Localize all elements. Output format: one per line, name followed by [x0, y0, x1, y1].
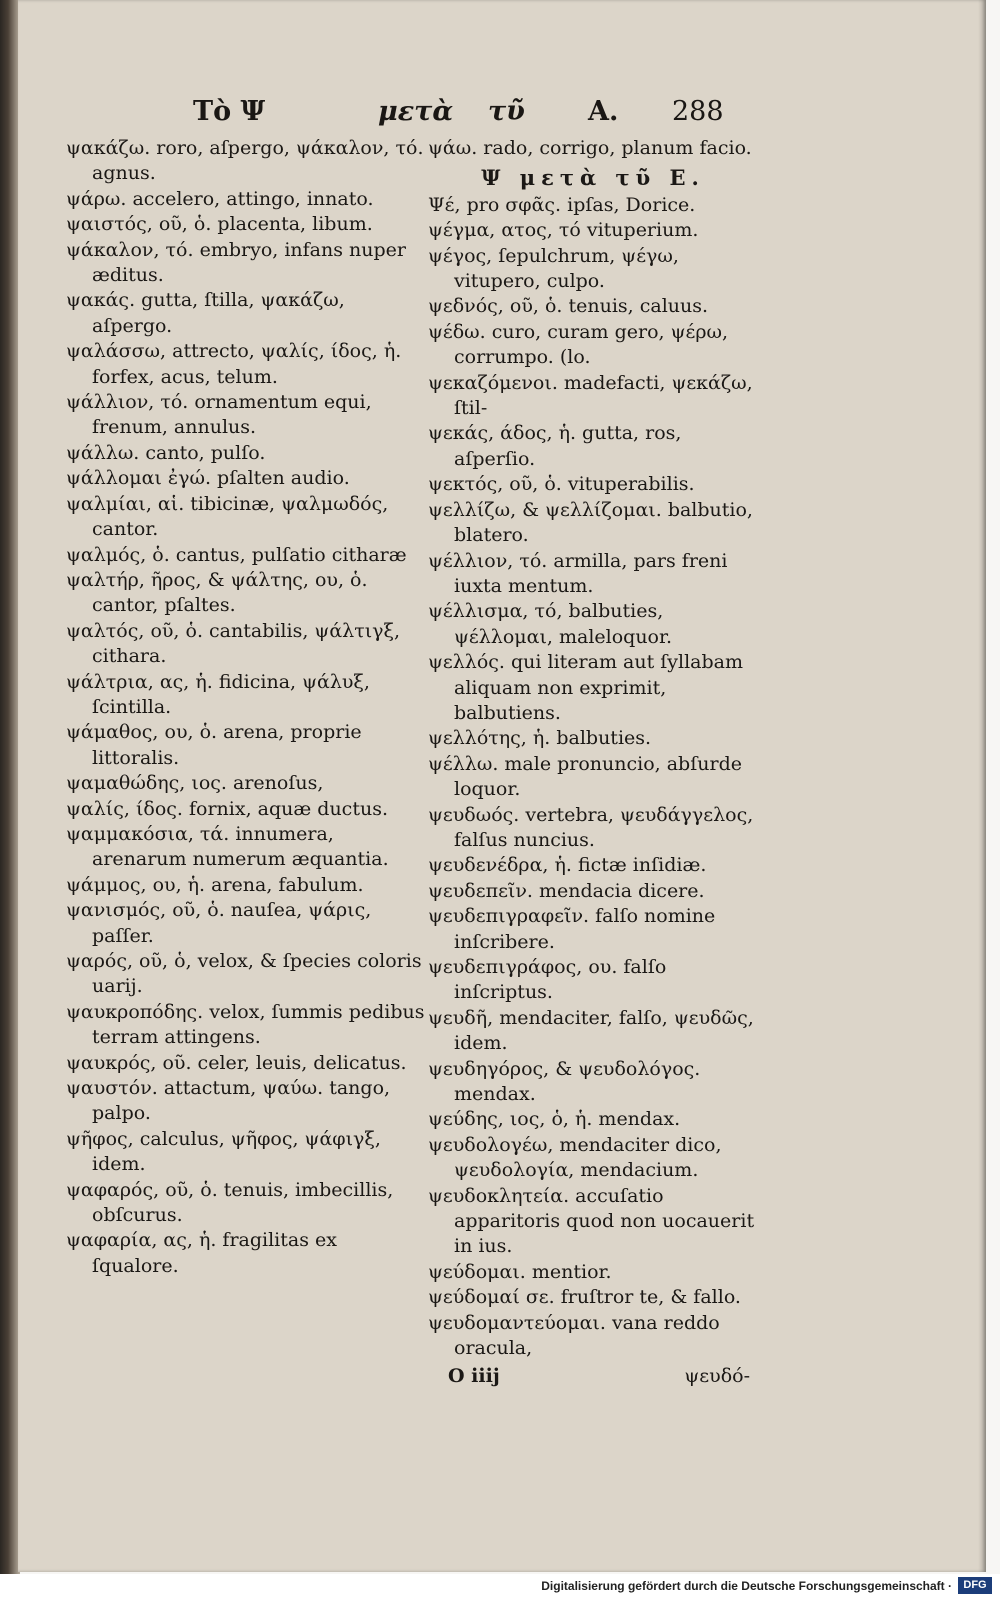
dictionary-entry: ψαμαθώδης, ιος. arenoſus,	[66, 772, 324, 795]
dictionary-entry: ψαιστός, οῦ, ὁ. placenta, libum.	[66, 213, 373, 236]
dictionary-entry: ψαυστόν. attactum, ψαύω. tango, palpo.	[66, 1077, 391, 1125]
dictionary-entry: ψακάς. gutta, ſtilla, ψακάζω, aſpergo.	[66, 289, 345, 337]
dictionary-entry: ψάρω. accelero, attingo, innato.	[66, 187, 374, 210]
dictionary-entry: ψακάζω. roro, aſpergo, ψάκαλον, τό. agnus.	[66, 137, 424, 185]
dictionary-entry: ψάω. rado, corrigo, planum facio.	[428, 137, 752, 159]
dictionary-entry: ψαλίς, ίδος. fornix, aquæ ductus.	[66, 797, 388, 820]
dictionary-entry: ψαμμακόσια, τά. innumera, arenarum numerum æquantia.	[66, 822, 389, 871]
dictionary-entry: ψαφαρός, οῦ, ὁ. tenuis, imbecillis, obſcurus.	[66, 1178, 394, 1227]
dictionary-entry: ψαφαρία, ας, ἡ. fragilitas ex ſqualore.	[66, 1229, 337, 1277]
dictionary-entry: ψαλάσσω, attrecto, ψαλίς, ίδος, ἡ. forfex, acus, telum.	[66, 340, 402, 388]
header-article: τῦ	[488, 96, 525, 127]
dictionary-entry: ψελλίζω, & ψελλίζομαι. balbutio, blatero.	[428, 498, 753, 547]
dictionary-entry: ψάλλιον, τό. ornamentum equi, frenum, annulus.	[66, 391, 372, 439]
dictionary-entry: ψέδω. curo, curam gero, ψέρω, corrumpo. (lo.	[428, 320, 729, 369]
digitization-footer	[0, 1574, 1000, 1599]
dictionary-entry: ψάλλομαι ἐγώ. pſalten audio.	[66, 467, 350, 490]
scan-edge	[0, 0, 20, 1574]
right-column	[428, 136, 758, 1389]
dictionary-entry: ψευδεπιγραφεῖν. falſo nomine inſcribere.	[428, 905, 716, 953]
dictionary-entry: ψευδεπιγράφος, ου. falſo inſcriptus.	[428, 956, 667, 1004]
dictionary-entry: ψέλλω. male pronuncio, abſurde loquor.	[428, 752, 742, 801]
dictionary-entry: ψευδολογέω, mendaciter dico, ψευδολογία, mendacium.	[428, 1133, 722, 1182]
dictionary-entry: ψεκάς, άδος, ἡ. gutta, ros, aſperſio.	[428, 422, 682, 470]
dictionary-entry: ψάκαλον, τό. embryo, infans nuper æditus.	[66, 238, 406, 287]
dictionary-entry: ψαλτός, οῦ, ὁ. cantabilis, ψάλτιγξ, cithara.	[66, 619, 401, 668]
dictionary-entry: ψεύδομαι. mentior.	[428, 1260, 612, 1283]
dictionary-entry: ψαρός, οῦ, ὁ, velox, & ſpecies coloris uarij.	[66, 950, 422, 998]
dictionary-entry: Ψέ, pro σφᾶς. ipſas, Dorice.	[428, 193, 696, 216]
page-footer	[428, 1364, 758, 1389]
dictionary-entry: ψεδνός, οῦ, ὁ. tenuis, caluus.	[428, 295, 709, 318]
header-middle: μετὰ	[378, 96, 454, 127]
header-left: Τὸ Ψ	[193, 96, 266, 127]
funding-credit: Digitalisierung gefördert durch die Deutsche Forschungsgemeinschaft ·	[541, 1579, 952, 1593]
dictionary-entry: ψαυκροπόδης. velox, ſummis pedibus terram attingens.	[66, 1000, 425, 1049]
dictionary-entry: ψελλός. qui literam aut ſyllabam aliquam non exprimit, balbutiens.	[428, 651, 743, 724]
dictionary-entry: ψευδῆ, mendaciter, falſo, ψευδῶς, idem.	[428, 1006, 754, 1055]
dictionary-entry: ψάμμος, ου, ἡ. arena, fabulum.	[66, 873, 364, 896]
dictionary-entry: ψεκαζόμενοι. madefacti, ψεκάζω, ſtil-	[428, 371, 753, 420]
dictionary-entry: ψαυκρός, οῦ. celer, leuis, delicatus.	[66, 1051, 407, 1074]
dictionary-entry: ψεύδομαί σε. fruſtror te, & fallo.	[428, 1286, 741, 1309]
dfg-logo: DFG	[958, 1577, 992, 1594]
dictionary-entry: ψευδενέδρα, ἡ. fictæ inſidiæ.	[428, 854, 707, 877]
header-letter: A.	[588, 96, 619, 127]
left-column	[66, 136, 426, 1279]
dictionary-entry: ψαλμός, ὁ. cantus, pulſatio citharæ	[66, 543, 407, 566]
dictionary-entry: ψεύδης, ιος, ὁ, ἡ. mendax.	[428, 1108, 681, 1131]
book-page	[18, 0, 986, 1572]
signature-mark: O iiij	[448, 1364, 500, 1387]
dictionary-entry: ψῆφος, calculus, ψῆφος, ψάφιγξ, idem.	[66, 1127, 381, 1176]
dictionary-entry: ψαλμίαι, αἱ. tibicinæ, ψαλμωδός, cantor.	[66, 492, 389, 541]
dictionary-entry: ψευδωός. vertebra, ψευδάγγελος, falſus nuncius.	[428, 803, 754, 851]
dictionary-entry: ψέγμα, ατος, τό vituperium.	[428, 219, 699, 242]
dictionary-entry: ψαλτήρ, ῆρος, & ψάλτης, ου, ὁ. cantor, pſaltes.	[66, 568, 368, 617]
dictionary-entry: ψάμαθος, ου, ὁ. arena, proprie littoralis.	[66, 721, 362, 769]
dictionary-entry: ψευδηγόρος, & ψευδολόγος. mendax.	[428, 1057, 701, 1106]
dictionary-entry: ψελλότης, ἡ. balbuties.	[428, 727, 652, 750]
dictionary-entry: ψάλτρια, ας, ἡ. fidicina, ψάλυξ, ſcintilla.	[66, 670, 370, 718]
page-number: 288	[672, 96, 724, 127]
dictionary-entry: ψάλλω. canto, pulſo.	[66, 441, 266, 464]
dictionary-entry: ψευδεπεῖν. mendacia dicere.	[428, 879, 705, 902]
catchword: ψευδό-	[684, 1364, 750, 1387]
dictionary-entry: ψανισμός, οῦ, ὁ. nauſea, ψάρις, paſſer.	[66, 899, 372, 947]
dictionary-entry: ψευδομαντεύομαι. vana reddo oracula,	[428, 1311, 720, 1360]
dictionary-entry: ψευδοκλητεία. accuſatio apparitoris quod non uocauerit in ius.	[428, 1184, 755, 1258]
section-heading: Ψ μετὰ τῦ E.	[481, 165, 705, 191]
dictionary-entry: ψέγος, ſepulchrum, ψέγω, vitupero, culpo.	[428, 244, 679, 293]
dictionary-entry: ψεκτός, οῦ, ὁ. vituperabilis.	[428, 473, 695, 496]
dictionary-entry: ψέλλιον, τό. armilla, pars freni iuxta mentum.	[428, 549, 728, 597]
dictionary-entry: ψέλλισμα, τό, balbuties, ψέλλομαι, maleloquor.	[428, 600, 673, 648]
